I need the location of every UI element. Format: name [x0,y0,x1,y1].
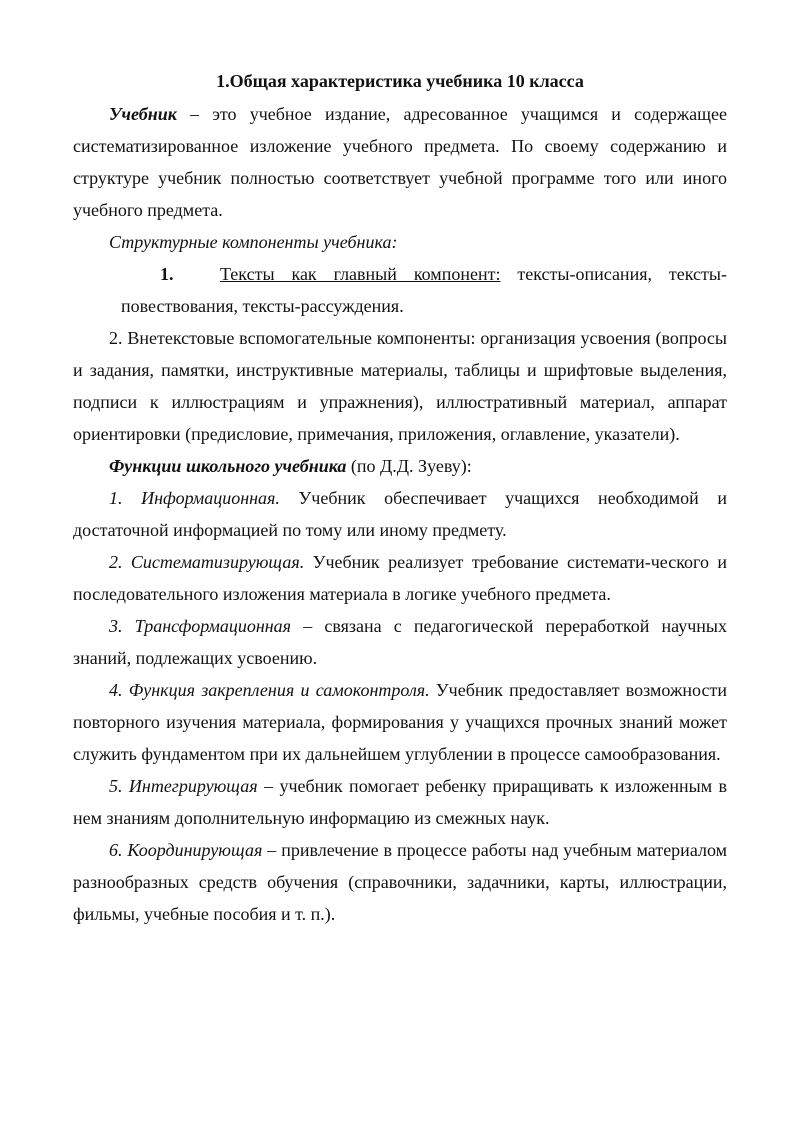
functions-heading [73,450,727,482]
function-item-5 [73,770,727,834]
intro-term: Учебник [109,104,177,124]
document-page [73,70,727,930]
component-item-2: 2. Внетекстовые вспомогательные компоненты: организация усвоения (вопросы и задания, памятки, инструктивные материалы, таблицы и шрифтовые выделения, подписи к иллюстрациям и упражнения), иллюстративный материал, аппарат ориентировки (предисловие, примечания, приложения, оглавление, указатели). [73,328,727,444]
function-3-label: 3. Трансформационная [109,616,292,636]
function-5-label: 5. Интегрирующая [109,776,258,796]
function-3-text: – связана с педагогической переработкой научных знаний, подлежащих усвоению. [73,616,727,668]
component-1-text: тексты-описания, тексты- [500,264,727,284]
functions-heading-bold: Функции школьного учебника [109,456,347,476]
components-heading: Структурные компоненты учебника: [109,232,398,252]
component-1-line2: повествования, тексты-рассуждения. [121,296,404,316]
component-1-line1 [220,258,727,290]
function-4-label: 4. Функция закрепления и самоконтроля. [109,680,430,700]
function-6-label: 6. Координирующая [109,840,263,860]
document-title: 1.Общая характеристика учебника 10 класса [216,71,584,91]
intro-paragraph [73,98,727,226]
intro-text: – это учебное издание, адресованное учащимся и содержащее систематизированное изложение учебного предмета. По своему содержанию и структуре учебник полностью соответствует учебной программе того или иного учебного предмета. [73,104,727,220]
function-6-text: – привлечение в процессе работы над учебным материалом разнообразных средств обучения (справочники, задачники, карты, иллюстрации, фильмы, учебные пособия и т. п.). [73,840,727,924]
function-item-6 [73,834,727,930]
function-item-3 [73,610,727,674]
functions-heading-rest: (по Д.Д. Зуеву): [346,456,472,476]
component-item-1 [73,258,727,322]
function-item-1 [73,482,727,546]
function-2-label: 2. Систематизирующая. [109,552,305,572]
function-item-2 [73,546,727,610]
function-2-text: Учебник реализует требование системати-ческого и последовательного изложения материала в логике учебного предмета. [73,552,728,604]
component-1-underlined: Тексты как главный компонент: [220,264,501,284]
component-1-number: 1. [160,264,174,284]
function-item-4 [73,674,727,770]
function-4-text: Учебник предоставляет возможности повторного изучения материала, формирования у учащихся прочных знаний может служить фундаментом при их дальнейшем углублении в процессе самообразования. [73,680,727,764]
function-1-text: Учебник обеспечивает учащихся необходимой и достаточной информацией по тому или иному предмету. [73,488,727,540]
function-5-text: – учебник помогает ребенку приращивать к изложенным в нем знаниям дополнительную информацию из смежных наук. [73,776,727,828]
function-1-label: 1. Информационная. [109,488,280,508]
